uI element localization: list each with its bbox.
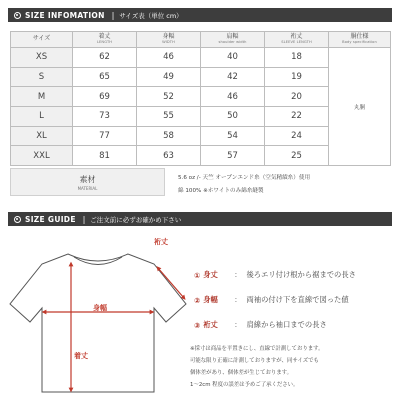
size-guide-header <box>8 212 392 226</box>
length-cell: 69 <box>73 87 137 107</box>
column-header-sleeve: 裄丈 SLEEVE LENGTH <box>265 32 329 48</box>
length-cell: 65 <box>73 67 137 87</box>
tshirt-outline <box>10 254 186 392</box>
length-cell: 62 <box>73 48 137 68</box>
guide-item-width: ② 身幅 ： 両袖の付け下を直線で図った値 <box>194 295 349 305</box>
size-cell: XS <box>11 48 73 68</box>
size-guide-title: SIZE GUIDE <box>25 214 76 224</box>
sleeve-cell: 20 <box>265 87 329 107</box>
shoulder-cell: 46 <box>201 87 265 107</box>
guide-desc: 肩線から袖口までの長さ <box>246 320 327 329</box>
size-cell: M <box>11 87 73 107</box>
circle-bullet-icon <box>14 216 21 223</box>
material-label-box <box>10 168 165 196</box>
sleeve-cell: 25 <box>265 146 329 166</box>
note-line: 可能な限り正確に計測しておりますが、同サイズでも <box>190 358 319 364</box>
length-cell: 81 <box>73 146 137 166</box>
length-cell: 73 <box>73 107 137 127</box>
sleeve-cell: 19 <box>265 67 329 87</box>
size-guide-subtitle: ご注文前に必ずお確かめ下さい <box>90 215 182 224</box>
note-line: 1～2cm 程度の誤差は予めご了承ください。 <box>190 382 299 388</box>
size-info-subtitle: サイズ表（単位 cm） <box>119 11 183 20</box>
material-description <box>178 172 310 198</box>
sleeve-cell: 22 <box>265 107 329 127</box>
shoulder-cell: 57 <box>201 146 265 166</box>
width-cell: 55 <box>137 107 201 127</box>
column-header-length: 着丈 LENGTH <box>73 32 137 48</box>
width-cell: 46 <box>137 48 201 68</box>
length-diagram-label: 着丈 <box>74 352 88 360</box>
width-cell: 58 <box>137 126 201 146</box>
shoulder-cell: 42 <box>201 67 265 87</box>
column-header-shoulder: 肩幅 shoulder width <box>201 32 265 48</box>
body-spec-cell: 丸胴 <box>329 48 391 166</box>
sleeve-cell: 24 <box>265 126 329 146</box>
guide-desc: 後ろエリ付け根から裾までの長さ <box>246 270 356 279</box>
circle-bullet-icon <box>14 12 21 19</box>
size-info-header <box>8 8 392 22</box>
material-label-en: MATERIAL <box>77 185 98 191</box>
header-separator: | <box>82 214 86 224</box>
shoulder-cell: 40 <box>201 48 265 68</box>
width-cell: 49 <box>137 67 201 87</box>
guide-item-length: ① 身丈 ： 後ろエリ付け根から裾までの長さ <box>194 270 356 280</box>
header-separator: | <box>111 10 115 20</box>
width-diagram-label: 身幅 <box>93 304 107 312</box>
sleeve-diagram-label: 裄丈 <box>154 238 168 246</box>
material-line-1: 5.6 oz /- 天竺 オープンエンド糸（空気精績糸）使用 <box>178 175 311 181</box>
column-header-body-spec: 胴仕様 Body specification <box>329 32 391 48</box>
guide-item-sleeve: ③ 裄丈 ： 肩線から袖口までの長さ <box>194 320 327 330</box>
width-cell: 63 <box>137 146 201 166</box>
material-line-2: 綿 100% ※ホワイトのみ綿糸縫製 <box>178 188 264 194</box>
size-cell: L <box>11 107 73 127</box>
size-info-title: SIZE INFOMATION <box>25 10 105 20</box>
size-table <box>10 31 391 166</box>
column-header-size: サイズ <box>11 32 73 48</box>
shoulder-cell: 54 <box>201 126 265 146</box>
size-cell: XL <box>11 126 73 146</box>
guide-desc: 両袖の付け下を直線で図った値 <box>246 295 349 304</box>
note-line: 個体差があり、個体差が生じております。 <box>190 370 292 376</box>
column-header-width: 身幅 WIDTH <box>137 32 201 48</box>
sleeve-cell: 18 <box>265 48 329 68</box>
length-cell: 77 <box>73 126 137 146</box>
material-label: 素材 <box>79 174 96 184</box>
size-table-header-row <box>11 32 391 48</box>
note-line: ※採寸は商品を平置きにし、直線で計測しております。 <box>190 346 324 352</box>
tshirt-diagram <box>8 232 188 397</box>
table-row <box>11 48 391 68</box>
size-cell: S <box>11 67 73 87</box>
width-cell: 52 <box>137 87 201 107</box>
shoulder-cell: 50 <box>201 107 265 127</box>
size-cell: XXL <box>11 146 73 166</box>
